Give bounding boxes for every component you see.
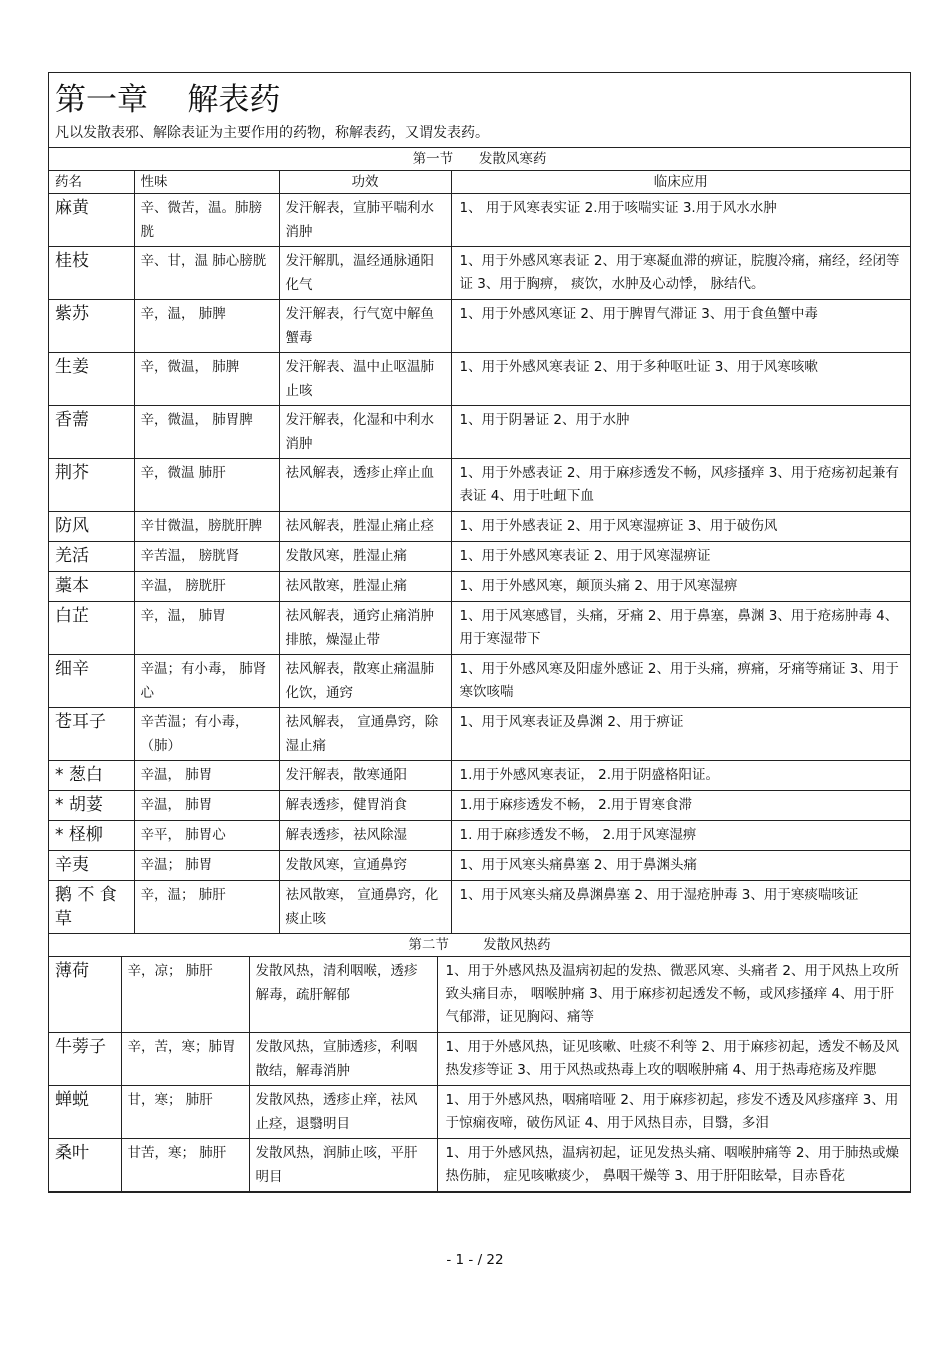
- herb-effect: 发汗解表，宣肺平喘利水消肿: [279, 194, 451, 247]
- herb-property: 甘苦，寒； 肺肝: [121, 1139, 249, 1192]
- table-row: [49, 791, 910, 821]
- herb-effect: 发汗解肌，温经通脉通阳化气: [279, 247, 451, 300]
- table-row: [49, 821, 910, 851]
- section1-rows: [49, 194, 910, 934]
- herb-name: 防风: [49, 512, 134, 542]
- herb-property: 辛苦温， 膀胱肾: [134, 542, 279, 572]
- herb-property: 辛，温； 肺肝: [134, 881, 279, 934]
- herb-name: 羌活: [49, 542, 134, 572]
- herb-usage: 1、 用于风寒表实证 2.用于咳喘实证 3.用于风水水肿: [451, 194, 910, 247]
- table-row: [49, 406, 910, 459]
- herb-usage: 1、用于外感风寒表证 2、用于风寒湿痹证: [451, 542, 910, 572]
- herb-usage: 1、用于外感风热，温病初起，证见发热头痛、咽喉肿痛等 2、用于肺热或燥热伤肺， 症见咳嗽痰少， 鼻咽干燥等 3、用于肝阳眩晕，目赤昏花: [437, 1139, 910, 1192]
- herb-effect: 发散风热，润肺止咳，平肝明目: [249, 1139, 437, 1192]
- herb-property: 辛、甘，温 肺心膀胱: [134, 247, 279, 300]
- herb-name: 白芷: [49, 602, 134, 655]
- herb-usage: 1、用于外感风寒表证 2、用于寒凝血滞的痹证，脘腹冷痛，痛经，经闭等证 3、用于胸痹， 痰饮，水肿及心动悸， 脉结代。: [451, 247, 910, 300]
- herb-usage: 1、用于外感风热及温病初起的发热、微恶风寒、头痛者 2、用于风热上攻所致头痛目赤， 咽喉肿痛 3、用于麻疹初起透发不畅，或风疹搔痒 4、用于肝气郁滞，证见胸闷、痛等: [437, 957, 910, 1033]
- herb-name: 紫苏: [49, 300, 134, 353]
- table-row: [49, 1033, 910, 1086]
- header-effect: 功效: [279, 171, 451, 194]
- herb-name: 桑叶: [49, 1139, 121, 1192]
- herb-effect: 祛风散寒， 宣通鼻窍，化痰止咳: [279, 881, 451, 934]
- section2-rows: [49, 957, 910, 1192]
- table-row: [49, 881, 910, 934]
- herb-name: 辛夷: [49, 851, 134, 881]
- herb-property: 辛，温， 肺脾: [134, 300, 279, 353]
- herb-usage: 1、用于外感风寒，颠顶头痛 2、用于风寒湿痹: [451, 572, 910, 602]
- herb-usage: 1、用于风寒头痛鼻塞 2、用于鼻渊头痛: [451, 851, 910, 881]
- header-usage: 临床应用: [451, 171, 910, 194]
- section2-table: [49, 934, 910, 1192]
- herb-effect: 祛风散寒，胜湿止痛: [279, 572, 451, 602]
- herb-name: 牛蒡子: [49, 1033, 121, 1086]
- table-row: [49, 459, 910, 512]
- herb-property: 辛，温， 肺胃: [134, 602, 279, 655]
- herb-usage: 1、用于外感风寒证 2、用于脾胃气滞证 3、用于食鱼蟹中毒: [451, 300, 910, 353]
- herb-effect: 发散风热，清利咽喉，透疹解毒，疏肝解郁: [249, 957, 437, 1033]
- chapter-description: 凡以发散表邪、解除表证为主要作用的药物，称解表药，又谓发表药。: [49, 121, 910, 148]
- herb-usage: 1、用于风寒表证及鼻渊 2、用于痹证: [451, 708, 910, 761]
- table-row: [49, 353, 910, 406]
- table-row: [49, 655, 910, 708]
- herb-property: 辛温， 肺胃: [134, 791, 279, 821]
- table-row: [49, 300, 910, 353]
- herb-property: 辛平， 肺胃心: [134, 821, 279, 851]
- herb-property: 辛，微温， 肺脾: [134, 353, 279, 406]
- herb-effect: 发散风热，宣肺透疹，利咽散结，解毒消肿: [249, 1033, 437, 1086]
- herb-name: * 胡荽: [49, 791, 134, 821]
- section1-table: [49, 148, 910, 934]
- herb-name: 鹅 不 食 草: [49, 881, 134, 934]
- table-row: [49, 247, 910, 300]
- herb-effect: 发汗解表，散寒通阳: [279, 761, 451, 791]
- herb-property: 辛甘微温，膀胱肝脾: [134, 512, 279, 542]
- herb-name: 细辛: [49, 655, 134, 708]
- herb-property: 辛、微苦，温。肺膀胱: [134, 194, 279, 247]
- herb-usage: 1、用于外感风热，咽痛喑哑 2、用于麻疹初起，疹发不透及风疹瘙痒 3、用于惊痫夜啼，破伤风证 4、用于风热目赤，目翳，多泪: [437, 1086, 910, 1139]
- herb-property: 甘，寒； 肺肝: [121, 1086, 249, 1139]
- herb-effect: 发散风热，透疹止痒，祛风止痉，退翳明目: [249, 1086, 437, 1139]
- table-row: [49, 957, 910, 1033]
- table-row: [49, 708, 910, 761]
- herb-name: 生姜: [49, 353, 134, 406]
- document-page: [48, 72, 911, 1193]
- herb-usage: 1、用于外感风寒表证 2、用于多种呕吐证 3、用于风寒咳嗽: [451, 353, 910, 406]
- herb-name: 桂枝: [49, 247, 134, 300]
- table-row: [49, 572, 910, 602]
- section2-title: 第二节 发散风热药: [49, 934, 910, 957]
- herb-usage: 1、用于风寒头痛及鼻渊鼻塞 2、用于湿疮肿毒 3、用于寒痰喘咳证: [451, 881, 910, 934]
- header-property: 性味: [134, 171, 279, 194]
- herb-name: * 柽柳: [49, 821, 134, 851]
- herb-effect: 祛风解表， 宣通鼻窍，除湿止痛: [279, 708, 451, 761]
- herb-name: 藁本: [49, 572, 134, 602]
- herb-effect: 发汗解表，化湿和中利水消肿: [279, 406, 451, 459]
- herb-name: 薄荷: [49, 957, 121, 1033]
- section1-title: 第一节 发散风寒药: [49, 148, 910, 171]
- herb-effect: 发散风寒，宣通鼻窍: [279, 851, 451, 881]
- herb-effect: 祛风解表，透疹止痒止血: [279, 459, 451, 512]
- herb-name: 香薷: [49, 406, 134, 459]
- herb-usage: 1.用于外感风寒表证， 2.用于阴盛格阳证。: [451, 761, 910, 791]
- herb-effect: 发汗解表，行气宽中解鱼蟹毒: [279, 300, 451, 353]
- herb-usage: 1、用于外感风热，证见咳嗽、吐痰不利等 2、用于麻疹初起，透发不畅及风热发疹等证 3、用于风热或热毒上攻的咽喉肿痛 4、用于热毒疮疡及痄腮: [437, 1033, 910, 1086]
- herb-property: 辛，凉； 肺肝: [121, 957, 249, 1033]
- herb-property: 辛温； 肺胃: [134, 851, 279, 881]
- herb-usage: 1、用于外感表证 2、用于麻疹透发不畅，风疹搔痒 3、用于疮疡初起兼有表证 4、用于吐衄下血: [451, 459, 910, 512]
- herb-effect: 祛风解表，胜湿止痛止痉: [279, 512, 451, 542]
- herb-effect: 解表透疹，健胃消食: [279, 791, 451, 821]
- table-row: [49, 851, 910, 881]
- table-row: [49, 194, 910, 247]
- herb-property: 辛苦温；有小毒， （肺）: [134, 708, 279, 761]
- herb-name: 苍耳子: [49, 708, 134, 761]
- herb-name: 蝉蜕: [49, 1086, 121, 1139]
- herb-property: 辛温， 膀胱肝: [134, 572, 279, 602]
- herb-name: 麻黄: [49, 194, 134, 247]
- chapter-title: 第一章 解表药: [55, 82, 281, 118]
- table-row: [49, 512, 910, 542]
- herb-usage: 1、用于风寒感冒，头痛，牙痛 2、用于鼻塞，鼻渊 3、用于疮疡肿毒 4、用于寒湿带下: [451, 602, 910, 655]
- herb-usage: 1、用于外感风寒及阳虚外感证 2、用于头痛，痹痛，牙痛等痛证 3、用于寒饮咳喘: [451, 655, 910, 708]
- table-row: [49, 1139, 910, 1192]
- herb-usage: 1.用于麻疹透发不畅， 2.用于胃寒食滞: [451, 791, 910, 821]
- herb-effect: 发散风寒，胜湿止痛: [279, 542, 451, 572]
- herb-effect: 祛风解表，散寒止痛温肺化饮，通窍: [279, 655, 451, 708]
- page-footer: - 1 - / 22: [446, 1252, 504, 1268]
- table-row: [49, 542, 910, 572]
- herb-effect: 解表透疹，祛风除湿: [279, 821, 451, 851]
- herb-property: 辛，微温， 肺胃脾: [134, 406, 279, 459]
- table-row: [49, 1086, 910, 1139]
- herb-name: 荆芥: [49, 459, 134, 512]
- herb-effect: 发汗解表、温中止呕温肺止咳: [279, 353, 451, 406]
- herb-property: 辛温， 肺胃: [134, 761, 279, 791]
- header-name: 药名: [49, 171, 134, 194]
- herb-effect: 祛风解表，通窍止痛消肿排脓，燥湿止带: [279, 602, 451, 655]
- herb-property: 辛温；有小毒， 肺肾心: [134, 655, 279, 708]
- herb-usage: 1. 用于麻疹透发不畅， 2.用于风寒湿痹: [451, 821, 910, 851]
- herb-name: * 葱白: [49, 761, 134, 791]
- herb-property: 辛，苦，寒；肺胃: [121, 1033, 249, 1086]
- herb-usage: 1、用于外感表证 2、用于风寒湿痹证 3、用于破伤风: [451, 512, 910, 542]
- table-row: [49, 761, 910, 791]
- herb-property: 辛，微温 肺肝: [134, 459, 279, 512]
- table-row: [49, 602, 910, 655]
- herb-usage: 1、用于阴暑证 2、用于水肿: [451, 406, 910, 459]
